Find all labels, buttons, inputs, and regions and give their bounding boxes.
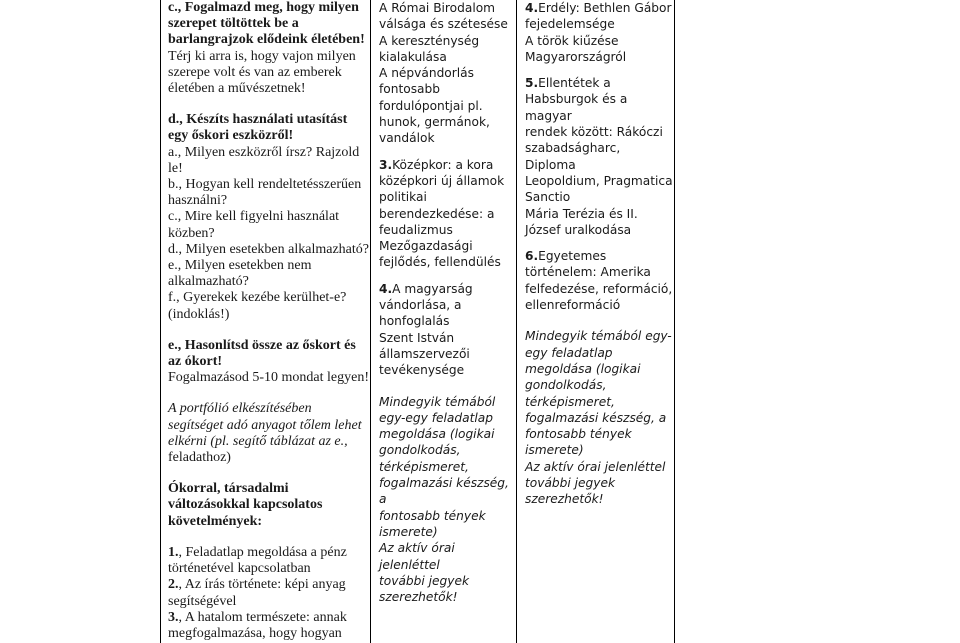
task-e-heading: e., Hasonlítsd össze az őskort és az ókort!	[168, 337, 356, 370]
topic-erdely-number: 4.	[525, 1, 539, 15]
topic-roman-empire: A Római Birodalom válsága és szétesése A kereszténység kialakulása A népvándorlás fontosabb fordulópontjai pl. hunok, germánok, vandálok	[379, 1, 508, 146]
requirement-2	[168, 577, 370, 609]
task-c-body: Térj ki arra is, hogy vajon milyen szerepe volt és van az emberek életében a művészetnek!	[168, 48, 356, 97]
requirement-1-text: , Feladatlap megoldása a pénz történetével kapcsolatban	[168, 544, 347, 577]
topic-6	[525, 248, 674, 313]
topic-4-number: 4.	[379, 281, 393, 296]
grading-note: Mindegyik témából egy- egy feladatlap megoldása (logikai gondolkodás, térképismeret, fogalmazási készség, a fontosabb tények ismerete) Az aktív órai jelenléttel további jegyek szerezhetők!	[525, 329, 672, 507]
task-d-heading: d., Készíts használati utasítást egy őskori eszközről!	[168, 112, 348, 144]
task-d-questions: a., Milyen eszközről írsz? Rajzold le! b., Hogyan kell rendeltetésszerűen használni? c., Mire kell figyelni használat közben? d., Milyen esetekben alkalmazható? e., Milyen esetekben nem alkalmazható? f., Gyerekek kezébe kerülhet-e? (indoklás!)	[168, 144, 369, 322]
topics-column-early-modern	[516, 0, 674, 643]
topic-5-number: 5.	[525, 76, 539, 91]
assignment-column	[160, 0, 370, 643]
requirement-1	[168, 545, 370, 577]
requirement-1-number: 1.	[168, 544, 179, 560]
topic-erdely-text: Erdély: Bethlen Gábor fejedelemsége A török kiűzése Magyarországról	[525, 1, 672, 64]
requirement-2-text: , Az írás története: képi anyag segítségével	[168, 577, 346, 609]
requirement-3	[168, 610, 370, 642]
topic-erdely	[525, 0, 674, 65]
topic-3-number: 3.	[379, 157, 393, 172]
topic-6-number: 6.	[525, 249, 539, 264]
topic-5	[525, 75, 674, 238]
portfolio-note-italic: A portfólió elkészítésében segítséget adó anyagot tőlem lehet elkérni (pl. segítő táblázat az e.,	[168, 401, 362, 449]
topic-3	[379, 157, 516, 271]
topic-3-text: Középkor: a kora középkori új államok politikai berendezkedése: a feudalizmus Mezőgazdasági fejlődés, fellendülés	[379, 157, 505, 270]
topic-4	[379, 281, 516, 379]
requirement-2-number: 2.	[168, 577, 179, 593]
topic-6-text: Egyetemes történelem: Amerika felfedezése, reformáció, ellenreformáció	[525, 249, 673, 313]
empty-column	[674, 0, 960, 643]
requirement-3-text: , A hatalom természete: annak megfogalmazása, hogy hogyan	[168, 609, 347, 641]
topics-column-ancient-medieval	[370, 0, 516, 643]
portfolio-note-tail: feladathoz)	[168, 450, 231, 466]
requirement-3-number: 3.	[168, 609, 179, 625]
task-e-body: Fogalmazásod 5-10 mondat legyen!	[168, 370, 370, 386]
task-c-heading: c., Fogalmazd meg, hogy milyen szerepet töltöttek be a barlangrajzok elődeink életében!	[168, 0, 365, 48]
topic-4-text: A magyarság vándorlása, a honfoglalás Szent István államszervezői tevékenysége	[379, 281, 473, 378]
requirements-heading: Ókorral, társadalmi változásokkal kapcsolatos követelmények:	[168, 481, 323, 529]
portfolio-note	[168, 401, 370, 466]
topic-5-text: Ellentétek a Habsburgok és a magyar rendek között: Rákóczi szabadságharc, Diploma Leopoldium, Pragmatica Sanctio Mária Terézia és II. József uralkodása	[525, 76, 673, 237]
grading-note: Mindegyik témából egy-egy feladatlap megoldása (logikai gondolkodás, térképismeret, fogalmazási készség, a fontosabb tények ismerete) Az aktív órai jelenléttel további jegyek szerezhetők!	[379, 394, 509, 605]
